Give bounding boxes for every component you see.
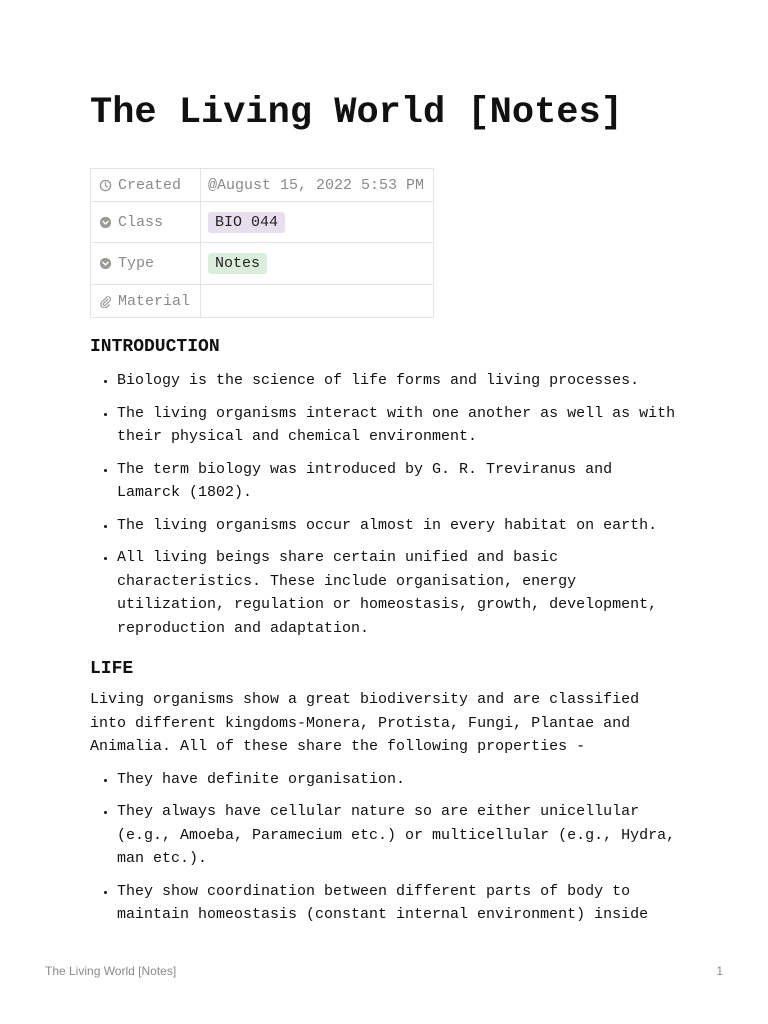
property-label-type: Type [118, 255, 155, 272]
footer-title: The Living World [Notes] [45, 964, 177, 978]
property-label-material: Material [118, 292, 191, 310]
life-paragraph: Living organisms show a great biodiversity and are classified into different kingdoms-Monera, Protista, Fungi, Plantae and Animalia. All of these share the following properties - [90, 691, 640, 755]
property-row-class [91, 202, 434, 243]
section-heading-introduction: INTRODUCTION [90, 337, 220, 357]
list-item: • All living beings share certain unified and basic characteristics. These include organisation, energy utilization, regulation or homeostasis, growth, development, reproduction and adaptation. [117, 546, 680, 640]
list-item: • The living organisms interact with one another as well as with their physical and chemical environment. [117, 402, 680, 449]
list-item: • The term biology was introduced by G. R. Treviranus and Lamarck (1802). [117, 458, 680, 505]
list-item: • They always have cellular nature so are either unicellular (e.g., Amoeba, Paramecium etc.) or multicellular (e.g., Hydra, man etc.). [117, 800, 680, 871]
list-item: • Biology is the science of life forms and living processes. [117, 369, 680, 393]
section-heading-life: LIFE [90, 659, 134, 679]
life-list [90, 768, 680, 927]
select-icon [99, 216, 112, 229]
property-label-created: Created [118, 176, 182, 194]
clock-icon [99, 179, 112, 192]
select-icon [99, 257, 112, 270]
page-title: The Living World [Notes] [90, 92, 623, 134]
created-date-value: @August 15, 2022 5:53 PM [208, 176, 425, 194]
list-item: • They have definite organisation. [117, 768, 680, 792]
introduction-list [90, 369, 680, 640]
footer-page-number: 1 [716, 964, 723, 978]
page-content [90, 334, 680, 927]
list-item: • The living organisms occur almost in every habitat on earth. [117, 514, 680, 538]
property-label-class: Class [118, 213, 164, 231]
class-tag[interactable]: BIO 044 [208, 212, 285, 233]
property-row-type [91, 243, 434, 285]
property-row-material [91, 285, 434, 318]
type-tag[interactable]: Notes [208, 253, 267, 274]
paperclip-icon [99, 295, 112, 308]
properties-table [90, 168, 434, 318]
property-row-created [91, 169, 434, 202]
list-item: • They show coordination between different parts of body to maintain homeostasis (constant internal environment) inside [117, 880, 680, 927]
